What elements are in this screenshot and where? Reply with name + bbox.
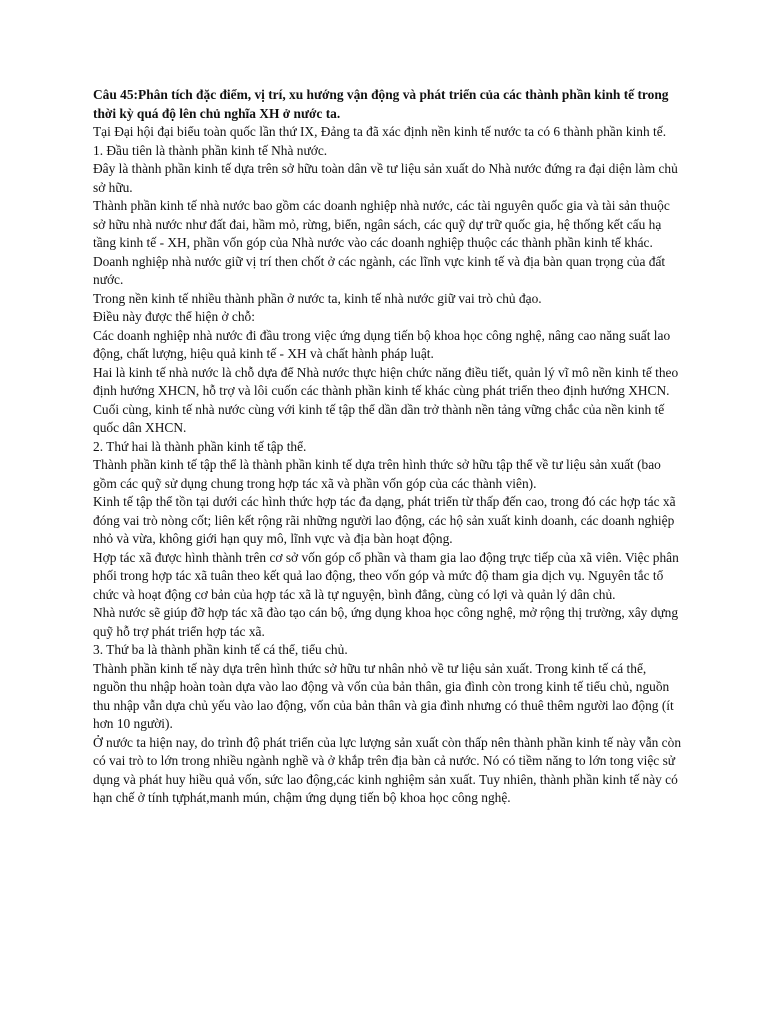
paragraph: Cuối cùng, kinh tế nhà nước cùng với kinh tế tập thể dần dần trở thành nền tảng vững chắc của nền kinh tế quốc dân XHCN. — [93, 401, 665, 435]
document-page — [93, 86, 683, 808]
paragraph: Các doanh nghiệp nhà nước đi đầu trong việc ứng dụng tiến bộ khoa học công nghệ, nâng cao năng suất lao động, chất lượng, hiệu quả kinh tế - XH và chất hành pháp luật. — [93, 327, 671, 361]
section-heading: 1. Đầu tiên là thành phần kinh tế Nhà nước. — [93, 142, 328, 158]
question-title: Câu 45:Phân tích đặc điểm, vị trí, xu hướng vận động và phát triển của các thành phần kinh tế trong thời kỳ quá độ lên chủ nghĩa XH ở nước ta. — [93, 87, 669, 121]
paragraph: Tại Đại hội đại biểu toàn quốc lần thứ IX, Đảng ta đã xác định nền kinh tế nước ta có 6 thành phần kinh tế. — [93, 124, 667, 139]
section-heading: 2. Thứ hai là thành phần kinh tế tập thể. — [93, 438, 307, 454]
paragraph: Trong nền kinh tế nhiều thành phần ở nước ta, kinh tế nhà nước giữ vai trò chủ đạo. — [93, 290, 542, 306]
paragraph: Thành phần kinh tế tập thể là thành phần kinh tế dựa trên hình thức sở hữu tập thể về tư liệu sản xuất (bao gồm các quỹ sử dụng chung trong hợp tác xã và phần vốn góp của các thành viên). — [93, 457, 661, 491]
paragraph: Ở nước ta hiện nay, do trình độ phát triển của lực lượng sản xuất còn thấp nên thành phần kinh tế này vẫn còn có vai trò to lớn trong nhiều ngành nghề và ở khắp trên địa bàn cả nước. Nó có tiềm năng to lớn tong việc sử dụng và phát huy hiều quả vốn, sức lao động,các kinh nghiệm sản xuất. Tuy nhiên, thành phần kinh tế này có hạn chế ở tính tựphát,manh mún, chậm ứng dụng tiến bộ khoa học công nghệ. — [93, 734, 682, 805]
paragraph: Kinh tế tập thể tồn tại dưới các hình thức hợp tác đa dạng, phát triển từ thấp đến cao, trong đó các hợp tác xã đóng vai trò nòng cốt; liên kết rộng rãi những người lao động, các hộ sản xuất kinh doanh, các doanh nghiệp nhỏ và vừa, không giới hạn quy mô, lĩnh vực và địa bàn hoạt động. — [93, 494, 676, 546]
paragraph: Điều này được thể hiện ở chỗ: — [93, 309, 255, 324]
section-heading: 3. Thứ ba là thành phần kinh tế cá thể, tiểu chủ. — [93, 642, 348, 657]
paragraph: Thành phần kinh tế nhà nước bao gồm các doanh nghiệp nhà nước, các tài nguyên quốc gia và tài sản thuộc sở hữu nhà nước như đất đai, hầm mỏ, rừng, biển, ngân sách, các quỹ dự trữ quốc gia, hệ thống kết cấu hạ tầng kinh tế - XH, phần vốn góp của Nhà nước vào các doanh nghiệp thuộc các thành phần kinh tế khác. Doanh nghiệp nhà nước giữ vị trí then chốt ở các ngành, các lĩnh vực kinh tế và địa bàn quan trọng của đất nước. — [93, 198, 670, 287]
paragraph: Hợp tác xã được hình thành trên cơ sở vốn góp cổ phần và tham gia lao động trực tiếp của xã viên. Việc phân phối trong hợp tác xã tuân theo kết quả lao động, theo vốn góp và mức độ tham gia dịch vụ. Nguyên tắc tổ chức và hoạt động cơ bản của hợp tác xã là tự nguyện, bình đẳng, cùng có lợi và quản lý dân chủ. — [93, 549, 679, 602]
paragraph: Thành phần kinh tế này dựa trên hình thức sở hữu tư nhân nhỏ về tư liệu sản xuất. Trong kinh tế cá thể, nguồn thu nhập hoàn toàn dựa vào lao động và vốn của bản thân, gia đình còn trong kinh tế tiểu chủ, nguồn thu nhập vẫn dựa chủ yếu vào lao động, vốn của bản thân và gia đình nhưng có thuê thêm người lao động (ít hơn 10 người). — [93, 660, 674, 731]
paragraph: Nhà nước sẽ giúp đỡ hợp tác xã đào tạo cán bộ, ứng dụng khoa học công nghệ, mở rộng thị trường, xây dựng quỹ hỗ trợ phát triển hợp tác xã. — [93, 605, 679, 639]
paragraph: Đây là thành phần kinh tế dựa trên sở hữu toàn dân về tư liệu sản xuất do Nhà nước đứng ra đại diện làm chủ sở hữu. — [93, 161, 678, 195]
paragraph: Hai là kinh tế nhà nước là chỗ dựa để Nhà nước thực hiện chức năng điều tiết, quản lý vĩ mô nền kinh tế theo định hướng XHCN, hỗ trợ và lôi cuốn các thành phần kinh tế khác cùng phát triển theo định hướng XHCN. — [93, 364, 679, 398]
